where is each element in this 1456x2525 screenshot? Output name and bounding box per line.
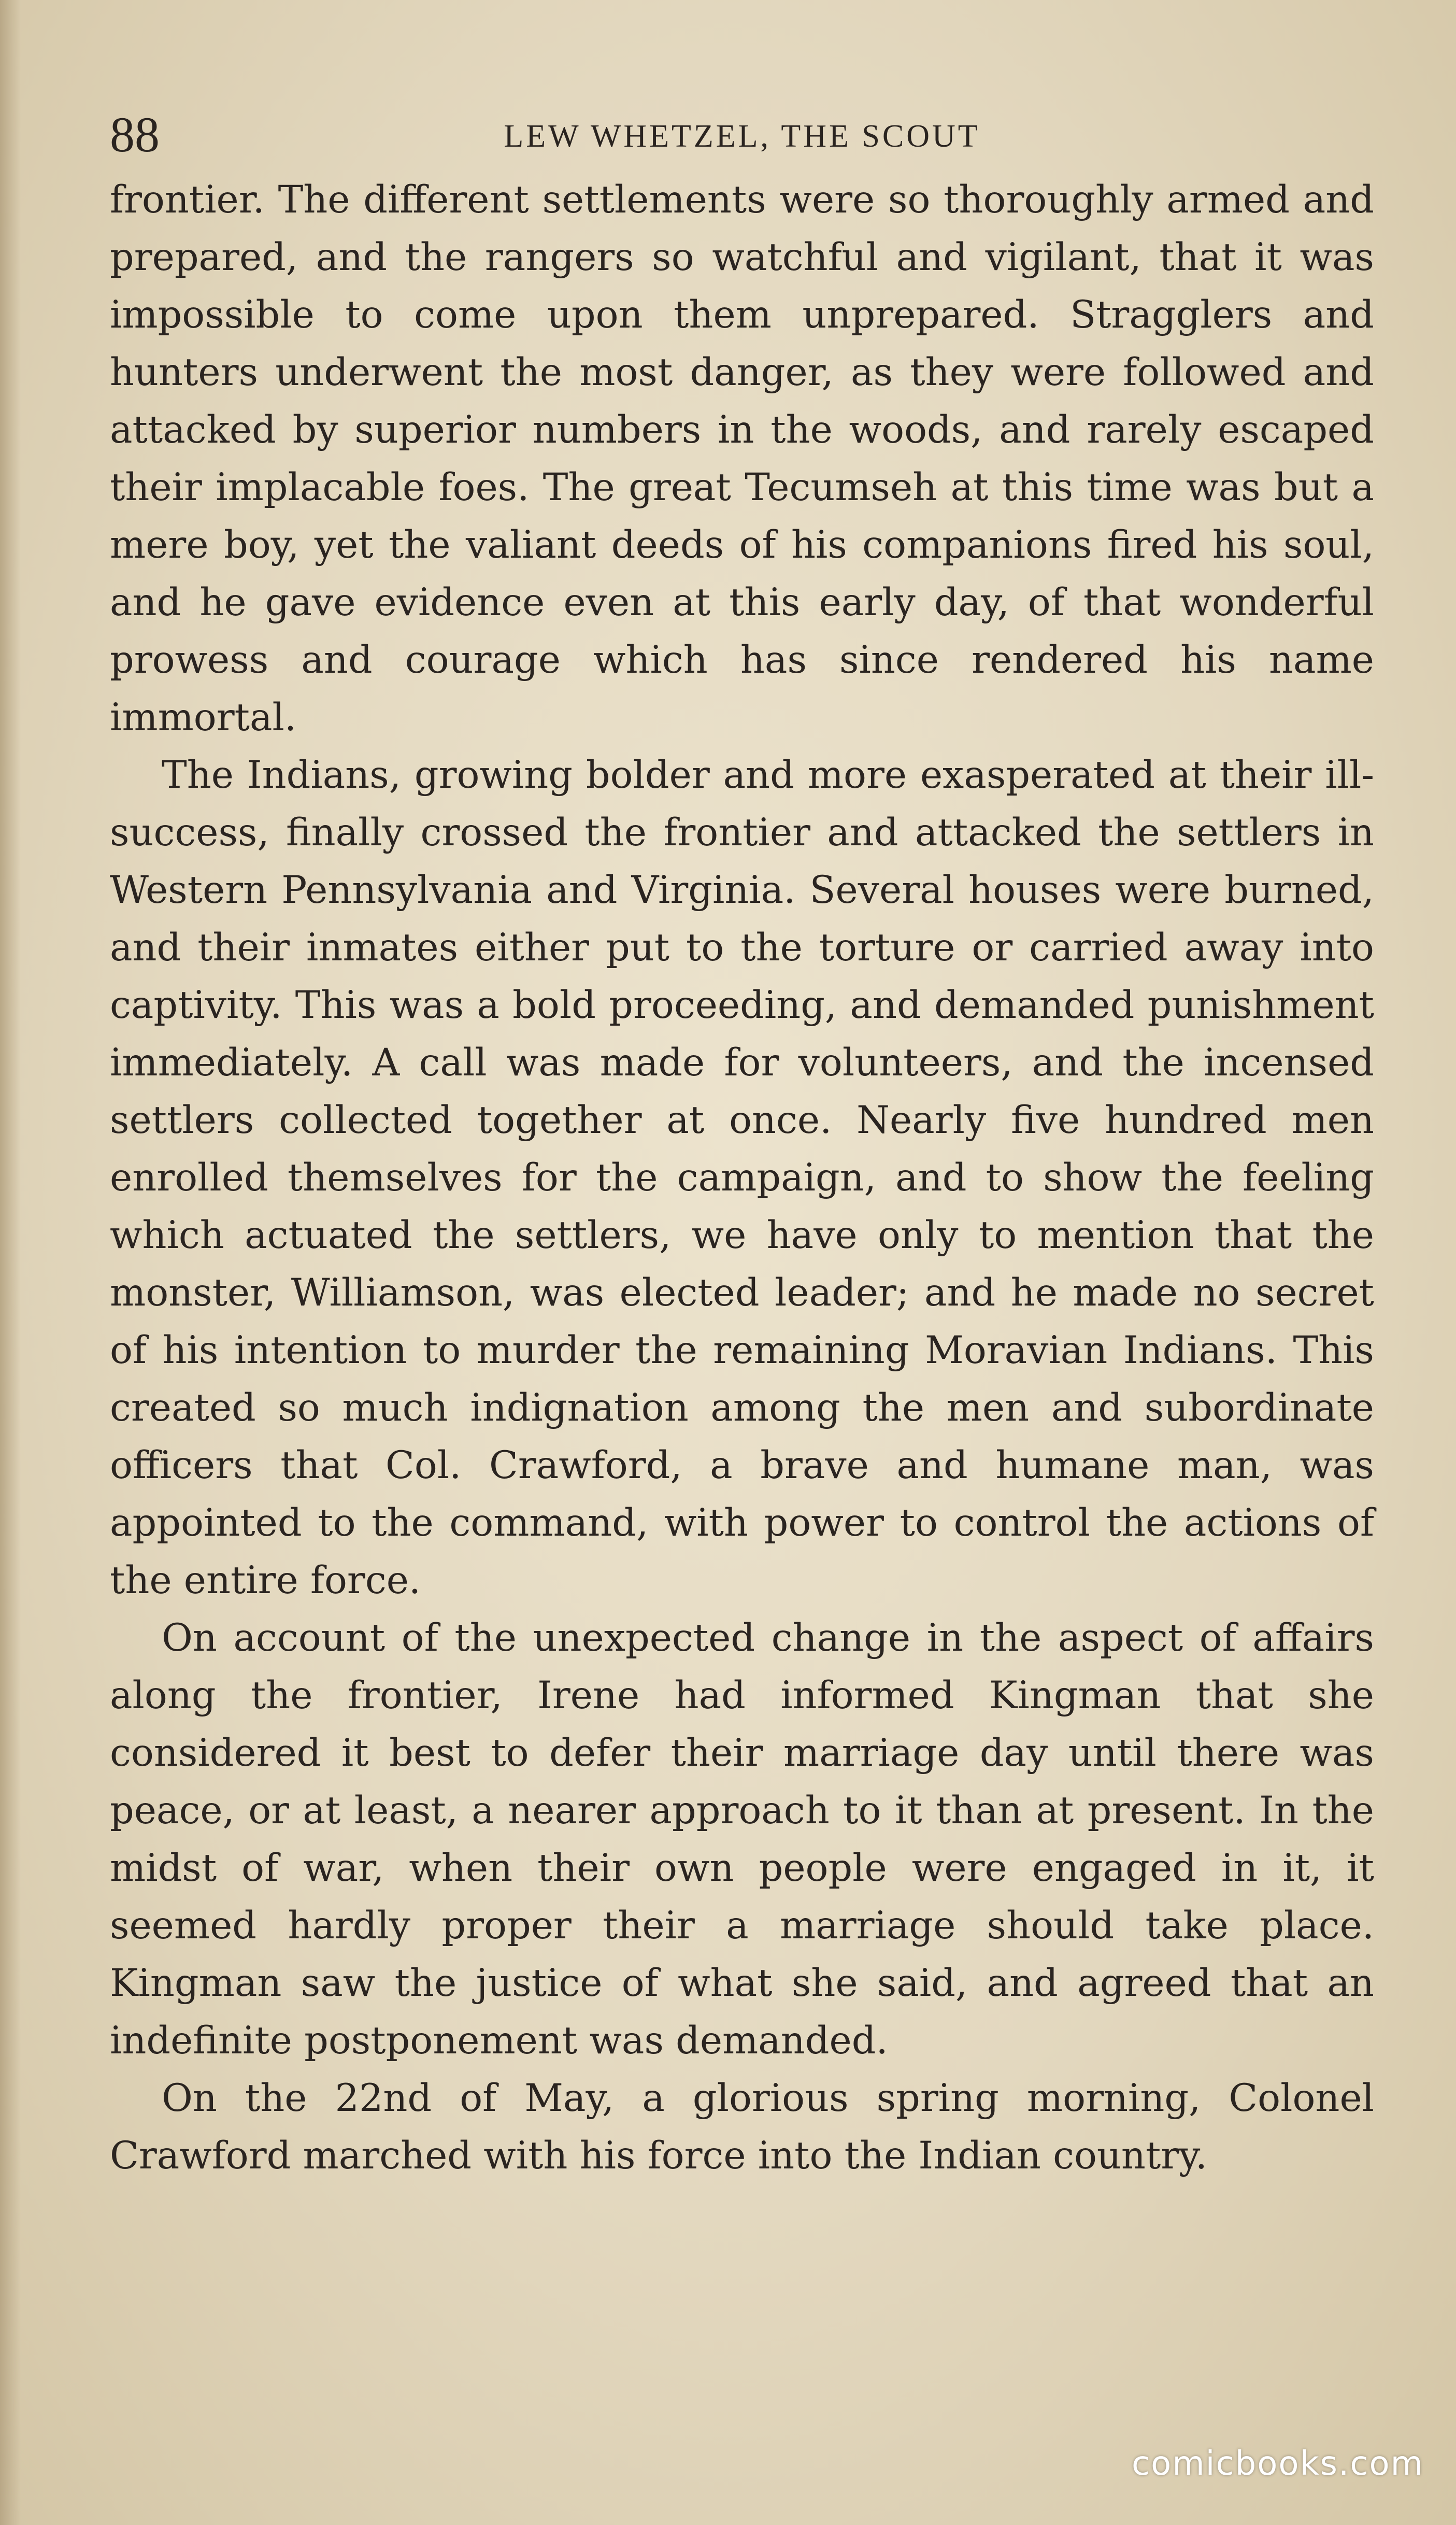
- paragraph: On account of the unexpected change in the aspect of affairs along the frontier, Irene had informed Kingman that she considered it best to defer their marriage day until there was peace, or at least, a nearer approach to it than at present. In the midst of war, when their own people were engaged in it, it seemed hardly proper their a marriage should take place. Kingman saw the justice of what she said, and agreed that an indefinite postponement was demanded.: [110, 1616, 1374, 2063]
- running-title: LEW WHETZEL, THE SCOUT: [504, 119, 980, 154]
- paragraph: frontier. The different settlements were so thoroughly armed and prepared, and the rangers so watchful and vigilant, that it was impossible to come upon them unprepared. Stragglers and hunters underwent the most danger, as they were followed and attacked by superior numbers in the woods, and rarely escaped their implacable foes. The great Tecumseh at this time was but a mere boy, yet the valiant deeds of his companions fired his soul, and he gave evidence even at this early day, of that wonderful prowess and courage which has since rendered his name immortal.: [110, 178, 1374, 740]
- page-header: [110, 106, 1374, 163]
- page-number: 88: [110, 107, 160, 162]
- paragraph: The Indians, growing bolder and more exasperated at their ill-success, finally crossed the frontier and attacked the settlers in Western Pennsylvania and Virginia. Several houses were burned, and their inmates either put to the torture or carried away into captivity. This was a bold proceeding, and demanded punishment immediately. A call was made for volunteers, and the incensed settlers collected together at once. Nearly five hundred men enrolled themselves for the campaign, and to show the feeling which actuated the settlers, we have only to mention that the monster, Williamson, was elected leader; and he made no secret of his intention to murder the remaining Moravian Indians. This created so much indignation among the men and subordinate officers that Col. Crawford, a brave and humane man, was appointed to the command, with power to control the actions of the entire force.: [110, 753, 1374, 1602]
- body-text: [110, 171, 1374, 2184]
- page-gutter-shadow: [0, 0, 21, 2525]
- watermark: comicbooks.com: [1131, 2445, 1424, 2483]
- paragraph: On the 22nd of May, a glorious spring morning, Colonel Crawford marched with his force into the Indian country.: [110, 2076, 1374, 2178]
